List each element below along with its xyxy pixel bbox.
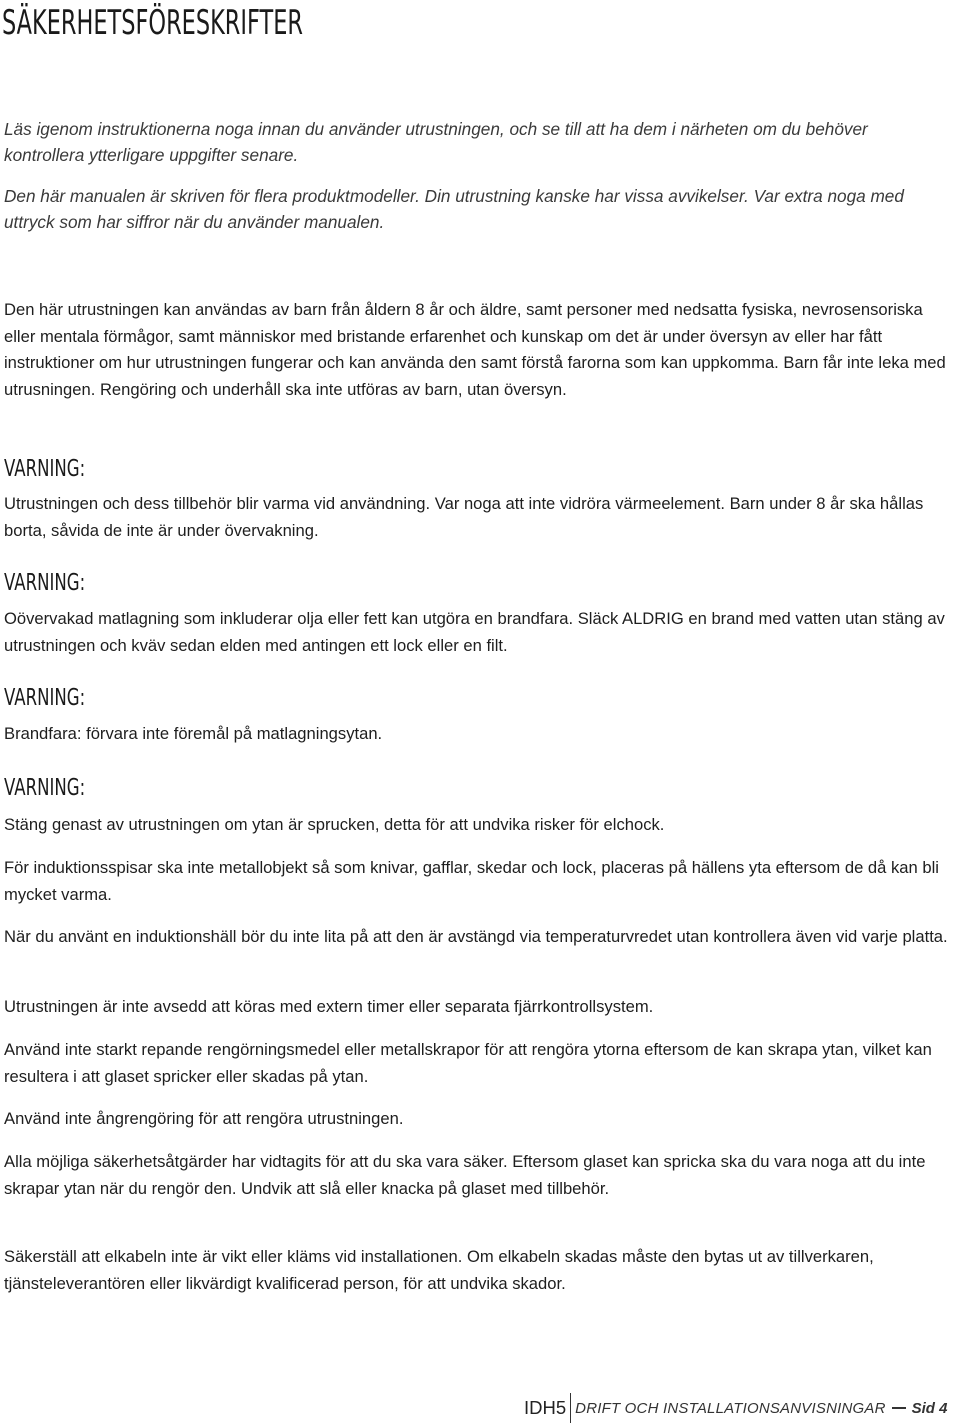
intro-paragraph-models: Den här manualen är skriven för flera produktmodeller. Din utrustning kanske har vissa avvikelser. Var extra noga med uttryck som har siffror när du använder manualen. [4,186,904,232]
cable-paragraph: Säkerställ att elkabeln inte är vikt eller kläms vid installationen. Om elkabeln skadas måste den bytas ut av tillverkaren, tjänsteleverantören eller likvärdigt kvalificerad person, för att undvika skador. [4,1247,874,1293]
warning-heading-3: VARNING: [4,685,86,711]
warning-4-text: Stäng genast av utrustningen om ytan är sprucken, detta för att undvika risker för elchock. [4,815,665,834]
intro-paragraph-read-instructions: Läs igenom instruktionerna noga innan du använder utrustningen, och se till att ha dem i närheten om du behöver kontrollera ytterligare uppgifter senare. [4,119,868,165]
knob-paragraph: När du använt en induktionshäll bör du inte lita på att den är avstängd via temperaturvredet utan kontrollera även vid varje platta. [4,927,948,946]
footer-brand: IDH5 [524,1397,567,1418]
footer-dash [892,1407,906,1409]
warning-1-text: Utrustningen och dess tillbehör blir varma vid användning. Var noga att inte vidröra värmeelement. Barn under 8 år ska hållas borta, såvida de inte är under övervakning. [4,494,924,540]
warning-heading-4: VARNING: [4,775,86,801]
footer-page-number: Sid 4 [911,1399,948,1417]
abrasive-cleaner-paragraph: Använd inte starkt repande rengörningsmedel eller metallskrapor för att rengöra ytorna eftersom de kan skrapa ytan, vilket kan resultera i att glaset spricker eller skadas på ytan. [4,1040,932,1086]
warning-heading-2: VARNING: [4,570,86,596]
induction-paragraph: För induktionsspisar ska inte metallobjekt så som knivar, gafflar, skedar och lock, placeras på hällens yta eftersom de då kan bli mycket varma. [4,858,939,904]
page-title: SÄKERHETSFÖRESKRIFTER [2,3,304,43]
glass-paragraph: Alla möjliga säkerhetsåtgärder har vidtagits för att du ska vara säker. Eftersom glaset kan spricka ska du vara noga att du inte skrapar ytan när du rengör den. Undvik att slå eller knacka på glaset med tillbehör. [4,1152,926,1198]
warning-2-text: Oövervakad matlagning som inkluderar olja eller fett kan utgöra en brandfara. Släck ALDRIG en brand med vatten utan stäng av utrustningen och kväv sedan elden med antingen ett lock eller en filt. [4,609,945,655]
steam-cleaning-paragraph: Använd inte ångrengöring för att rengöra utrustningen. [4,1109,404,1128]
timer-paragraph: Utrustningen är inte avsedd att köras med extern timer eller separata fjärrkontrollsystem. [4,997,654,1016]
page-footer [524,1393,947,1423]
children-usage-paragraph: Den här utrustningen kan användas av barn från åldern 8 år och äldre, samt personer med nedsatta fysiska, nevrosensoriska eller mentala förmågor, samt människor med bristande erfarenhet och kunskap om det är under översyn av eller har fått instruktioner om hur utrustningen fungerar och kan använda den samt förstå farorna som kan uppkomma. Barn får inte leka med utrusningen. Rengöring och underhåll ska inte utföras av barn, utan översyn. [4,300,946,399]
warning-heading-1: VARNING: [4,456,86,482]
warning-3-text: Brandfara: förvara inte föremål på matlagningsytan. [4,724,383,743]
footer-document-title: DRIFT OCH INSTALLATIONSANVISNINGAR [575,1399,886,1417]
footer-divider [570,1393,571,1423]
